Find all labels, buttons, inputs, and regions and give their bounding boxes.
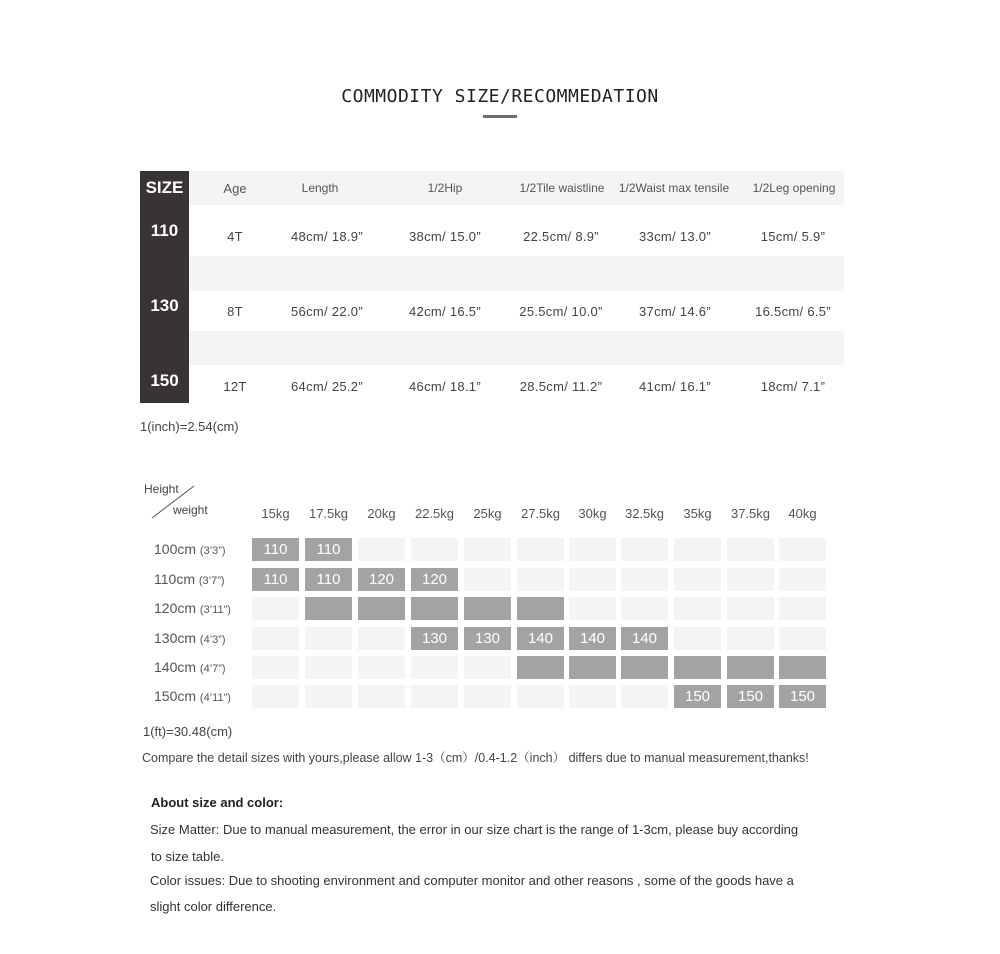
empty-size-cell bbox=[305, 627, 352, 650]
empty-size-cell bbox=[621, 597, 668, 620]
corner-height-label: Height bbox=[144, 482, 179, 496]
leg-opening-cell: 18cm/ 7.1” bbox=[760, 379, 826, 394]
empty-size-cell bbox=[517, 685, 564, 708]
empty-size-cell bbox=[252, 627, 299, 650]
empty-size-cell bbox=[621, 538, 668, 561]
about-line: Size Matter: Due to manual measurement, the error in our size chart is the range of 1-3cm, please buy according bbox=[150, 822, 799, 837]
length-cell: 48cm/ 18.9” bbox=[291, 229, 363, 244]
recommended-size-cell bbox=[305, 597, 352, 620]
recommended-size-cell: 150 bbox=[674, 685, 721, 708]
empty-size-cell bbox=[727, 627, 774, 650]
empty-size-cell bbox=[252, 685, 299, 708]
weight-header: 27.5kg bbox=[520, 506, 561, 521]
empty-size-cell bbox=[727, 597, 774, 620]
weight-header: 30kg bbox=[578, 506, 607, 521]
empty-size-cell bbox=[517, 538, 564, 561]
recommended-size-cell bbox=[621, 656, 668, 679]
empty-size-cell bbox=[358, 538, 405, 561]
height-row-header bbox=[154, 600, 231, 616]
height-ft: (4’7”) bbox=[199, 663, 226, 675]
leg-opening-cell: 15cm/ 5.9” bbox=[760, 229, 826, 244]
compare-note: Compare the detail sizes with yours,please allow 1-3（cm）/0.4-1.2（inch） differs due to manual measurement,thanks! bbox=[142, 751, 809, 765]
hip-cell: 42cm/ 16.5” bbox=[409, 304, 481, 319]
header-length: Length bbox=[301, 181, 339, 195]
height-row-header bbox=[154, 630, 226, 646]
empty-size-cell bbox=[252, 597, 299, 620]
empty-size-cell bbox=[674, 538, 721, 561]
empty-size-cell bbox=[569, 685, 616, 708]
height-cm: 130cm bbox=[154, 630, 200, 646]
empty-size-cell bbox=[569, 568, 616, 591]
height-cm: 100cm bbox=[154, 541, 200, 557]
empty-size-cell bbox=[464, 685, 511, 708]
about-line: to size table. bbox=[151, 849, 224, 864]
recommended-size-cell bbox=[779, 656, 826, 679]
empty-size-cell bbox=[674, 597, 721, 620]
age-cell: 4T bbox=[227, 229, 243, 244]
hip-cell: 38cm/ 15.0” bbox=[409, 229, 481, 244]
header-hip: 1/2Hip bbox=[427, 181, 463, 195]
empty-size-cell bbox=[779, 597, 826, 620]
empty-size-cell bbox=[411, 685, 458, 708]
recommended-size-cell bbox=[358, 597, 405, 620]
hip-cell: 46cm/ 18.1” bbox=[409, 379, 481, 394]
empty-size-cell bbox=[411, 538, 458, 561]
recommended-size-cell bbox=[674, 656, 721, 679]
height-cm: 110cm bbox=[154, 571, 199, 587]
weight-header: 17.5kg bbox=[308, 506, 349, 521]
height-row-header bbox=[154, 659, 226, 675]
weight-header: 25kg bbox=[473, 506, 502, 521]
recommended-size-cell: 110 bbox=[252, 568, 299, 591]
size-column bbox=[140, 171, 189, 403]
leg-opening-cell: 16.5cm/ 6.5” bbox=[755, 304, 831, 319]
empty-size-cell bbox=[727, 538, 774, 561]
header-age: Age bbox=[223, 181, 247, 196]
height-ft: (4’3”) bbox=[199, 634, 226, 646]
recommended-size-cell bbox=[569, 656, 616, 679]
empty-size-cell bbox=[621, 568, 668, 591]
header-leg-opening: 1/2Leg opening bbox=[752, 181, 836, 195]
empty-size-cell bbox=[779, 568, 826, 591]
header-tile-waistline: 1/2Tile waistline bbox=[519, 181, 605, 195]
spacer-band bbox=[189, 331, 844, 365]
corner-diagonal bbox=[150, 484, 196, 520]
empty-size-cell bbox=[464, 656, 511, 679]
size-label: 150 bbox=[150, 371, 179, 390]
height-cm: 140cm bbox=[154, 659, 200, 675]
height-ft: (3’3”) bbox=[199, 545, 226, 557]
empty-size-cell bbox=[779, 627, 826, 650]
recommended-size-cell bbox=[517, 597, 564, 620]
empty-size-cell bbox=[621, 685, 668, 708]
recommended-size-cell: 140 bbox=[517, 627, 564, 650]
age-cell: 8T bbox=[227, 304, 243, 319]
length-cell: 64cm/ 25.2” bbox=[291, 379, 363, 394]
waistline-cell: 22.5cm/ 8.9” bbox=[523, 229, 599, 244]
tensile-cell: 41cm/ 16.1” bbox=[639, 379, 711, 394]
size-label: 130 bbox=[150, 296, 179, 315]
height-cm: 120cm bbox=[154, 600, 200, 616]
weight-header: 40kg bbox=[788, 506, 817, 521]
about-heading: About size and color: bbox=[151, 795, 284, 810]
tensile-cell: 37cm/ 14.6” bbox=[639, 304, 711, 319]
recommended-size-cell: 140 bbox=[569, 627, 616, 650]
empty-size-cell bbox=[779, 538, 826, 561]
title-underline bbox=[483, 115, 517, 118]
empty-size-cell bbox=[674, 568, 721, 591]
empty-size-cell bbox=[358, 685, 405, 708]
recommended-size-cell: 120 bbox=[411, 568, 458, 591]
waistline-cell: 25.5cm/ 10.0” bbox=[519, 304, 603, 319]
recommended-size-cell: 110 bbox=[252, 538, 299, 561]
height-row-header bbox=[154, 571, 225, 587]
empty-size-cell bbox=[517, 568, 564, 591]
empty-size-cell bbox=[305, 685, 352, 708]
height-ft: (3’7”) bbox=[198, 575, 225, 587]
empty-size-cell bbox=[569, 597, 616, 620]
corner-weight-label: weight bbox=[173, 503, 208, 517]
height-row-header bbox=[154, 541, 226, 557]
recommended-size-cell bbox=[464, 597, 511, 620]
weight-header: 37.5kg bbox=[730, 506, 771, 521]
recommended-size-cell: 120 bbox=[358, 568, 405, 591]
recommended-size-cell: 150 bbox=[727, 685, 774, 708]
size-header: SIZE bbox=[145, 178, 184, 197]
about-line: Color issues: Due to shooting environment and computer monitor and other reasons , some of the goods have a bbox=[150, 873, 794, 888]
empty-size-cell bbox=[464, 568, 511, 591]
weight-header: 15kg bbox=[261, 506, 290, 521]
weight-header: 20kg bbox=[367, 506, 396, 521]
age-cell: 12T bbox=[223, 379, 247, 394]
page-title: COMMODITY SIZE/RECOMMEDATION bbox=[341, 86, 659, 107]
empty-size-cell bbox=[674, 627, 721, 650]
recommended-size-cell: 110 bbox=[305, 568, 352, 591]
recommended-size-cell: 140 bbox=[621, 627, 668, 650]
recommended-size-cell: 110 bbox=[305, 538, 352, 561]
empty-size-cell bbox=[305, 656, 352, 679]
height-cm: 150cm bbox=[154, 688, 200, 704]
height-ft: (4’11”) bbox=[199, 692, 231, 704]
about-line: slight color difference. bbox=[150, 899, 277, 914]
weight-header: 22.5kg bbox=[414, 506, 455, 521]
height-ft: (3’11”) bbox=[199, 604, 231, 616]
spacer-band bbox=[189, 256, 844, 291]
empty-size-cell bbox=[358, 627, 405, 650]
recommended-size-cell bbox=[411, 597, 458, 620]
inch-conversion-note: 1(inch)=2.54(cm) bbox=[140, 419, 239, 434]
ft-conversion-note: 1(ft)=30.48(cm) bbox=[143, 724, 233, 739]
header-waist-max-tensile: 1/2Waist max tensile bbox=[618, 181, 730, 195]
recommended-size-cell bbox=[517, 656, 564, 679]
empty-size-cell bbox=[252, 656, 299, 679]
empty-size-cell bbox=[464, 538, 511, 561]
weight-header: 35kg bbox=[683, 506, 712, 521]
length-cell: 56cm/ 22.0” bbox=[291, 304, 363, 319]
recommended-size-cell: 130 bbox=[411, 627, 458, 650]
empty-size-cell bbox=[358, 656, 405, 679]
waistline-cell: 28.5cm/ 11.2” bbox=[519, 379, 603, 394]
tensile-cell: 33cm/ 13.0” bbox=[639, 229, 711, 244]
weight-header: 32.5kg bbox=[624, 506, 665, 521]
recommended-size-cell bbox=[727, 656, 774, 679]
recommended-size-cell: 150 bbox=[779, 685, 826, 708]
empty-size-cell bbox=[569, 538, 616, 561]
empty-size-cell bbox=[411, 656, 458, 679]
height-row-header bbox=[154, 688, 231, 704]
size-label: 110 bbox=[150, 221, 179, 240]
empty-size-cell bbox=[727, 568, 774, 591]
recommended-size-cell: 130 bbox=[464, 627, 511, 650]
